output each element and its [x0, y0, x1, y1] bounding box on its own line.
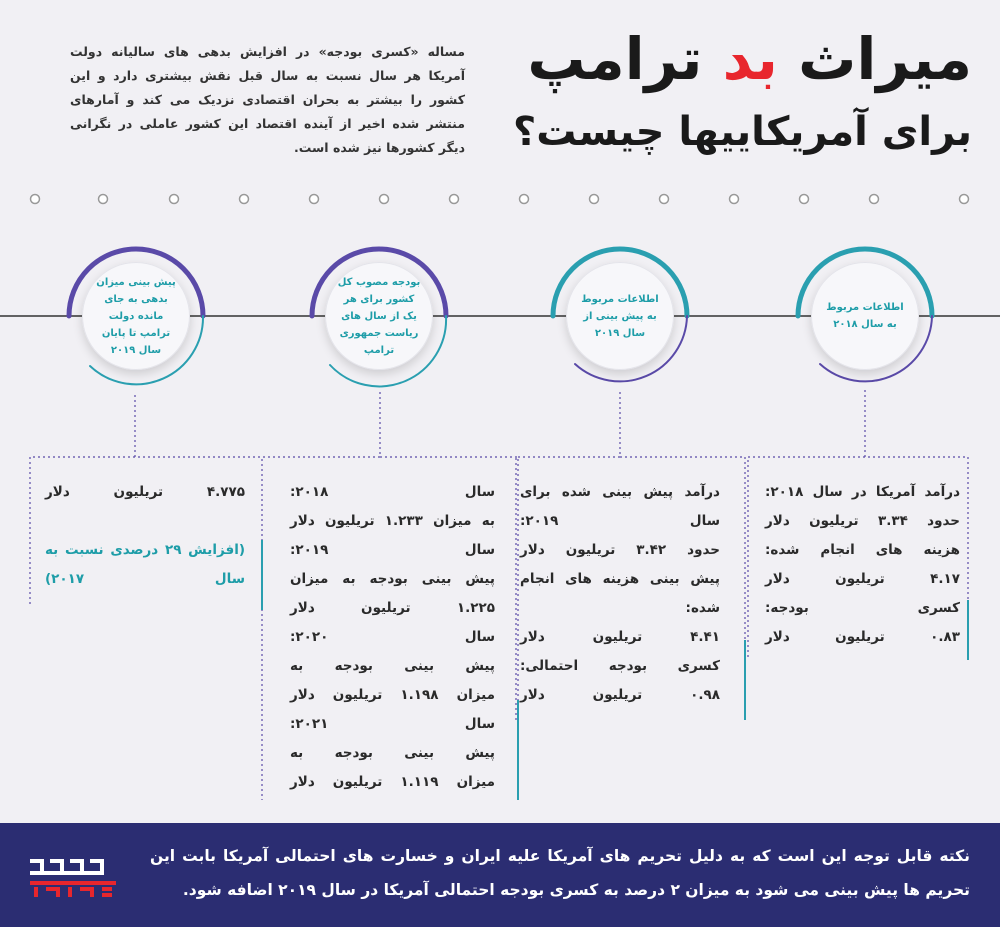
box-line: سال ۲۰۱۹: [520, 513, 720, 529]
circle-2018-info [811, 262, 919, 370]
box-line: پیش بینی هزینه های انجام [520, 571, 720, 587]
box-line: ۰.۸۳ تریلیون دلار [765, 629, 960, 645]
box-line: هزینه های انجام شده: [765, 542, 960, 558]
box-line: درآمد آمریکا در سال ۲۰۱۸: [765, 484, 960, 500]
box-line: سال ۲۰۱۹: [290, 542, 495, 558]
box-line: پیش بینی بودجه به میزان [290, 571, 495, 587]
box-2018 [765, 478, 960, 652]
main-subtitle: برای آمریکاییها چیست؟ [513, 109, 972, 155]
box-line: سال ۲۰۲۱: [290, 716, 495, 732]
circle-label: اطلاعات مربوط به پیش بینی از سال ۲۰۱۹ [581, 293, 659, 339]
footer-banner [0, 823, 1000, 927]
title-part-bad: بد [722, 25, 778, 93]
box-line: پیش بینی بودجه به [290, 745, 495, 761]
footer-note: نکته قابل توجه این است که به دلیل تحریم های آمریکا علیه ایران و خسارت های احتمالی آمریکا بابت این تحریم ها پیش بینی می شود به میزان ۲ درصد به کسری بودجه احتمالی آمریکا در سال ۲۰۱۹ اضافه شود. [150, 847, 970, 899]
circle-rings [69, 249, 932, 386]
box-line: به میزان ۱.۲۳۳ تریلیون دلار [290, 513, 495, 529]
box-line: درآمد پیش بینی شده برای [520, 484, 720, 500]
main-title [527, 24, 972, 94]
circle-2019-forecast [566, 262, 674, 370]
box-line: سال ۲۰۱۸: [290, 484, 495, 500]
circle-approved-budget [325, 262, 433, 370]
box-approved-budget [290, 478, 495, 797]
box-line-highlight: سال ۲۰۱۷) [45, 571, 245, 587]
box-line: ۴.۷۷۵ تریلیون دلار [45, 484, 245, 500]
box-line: ۴.۱۷ تریلیون دلار [765, 571, 960, 587]
box-line: حدود ۳.۳۴ تریلیون دلار [765, 513, 961, 529]
box-line: شده: [685, 600, 720, 616]
box-line: پیش بینی بودجه به [290, 658, 495, 674]
box-line [45, 507, 245, 536]
title-part-legacy: میراث [798, 25, 972, 93]
box-2019-forecast [520, 478, 720, 710]
box-line: میزان ۱.۱۱۹ تریلیون دلار [290, 774, 495, 790]
box-line: سال ۲۰۲۰: [290, 629, 495, 645]
box-line: حدود ۳.۴۲ تریلیون دلار [520, 542, 720, 558]
box-line: ۰.۹۸ تریلیون دلار [520, 687, 720, 703]
box-line: میزان ۱.۱۹۸ تریلیون دلار [290, 687, 495, 703]
box-line: ۱.۲۲۵ تریلیون دلار [290, 600, 495, 616]
box-line: کسری بودجه احتمالی: [520, 658, 720, 674]
box-debt-forecast [45, 478, 245, 594]
circle-debt-forecast [82, 262, 190, 370]
box-line: کسری بودجه: [765, 600, 960, 616]
jamejam-online-logo [24, 853, 124, 903]
intro-paragraph: مساله «کسری بودجه» در افزایش بدهی های سالیانه دولت آمریکا هر سال نسبت به سال قبل نقش بیشتری دارد و این کشور را بیشتر به بحران اقتصادی نزدیک می کند و آمارهای منتشر شده اخیر از آینده اقتصاد این کشور عاملی در نگرانی دیگر کشورها نیز شده است. [70, 44, 465, 155]
circle-label: بودجه مصوب کل کشور برای هر یک از سال های ریاست جمهوری ترامپ [337, 276, 421, 356]
box-line: ۴.۴۱ تریلیون دلار [520, 629, 720, 645]
title-part-trump: ترامپ [527, 25, 703, 93]
box-line-highlight: (افزایش ۲۹ درصدی نسبت به [45, 542, 245, 558]
circle-label: پیش بینی میزان بدهی به جای مانده دولت ترامپ تا پایان سال ۲۰۱۹ [96, 276, 176, 356]
circle-label: اطلاعات مربوط به سال ۲۰۱۸ [826, 302, 904, 330]
